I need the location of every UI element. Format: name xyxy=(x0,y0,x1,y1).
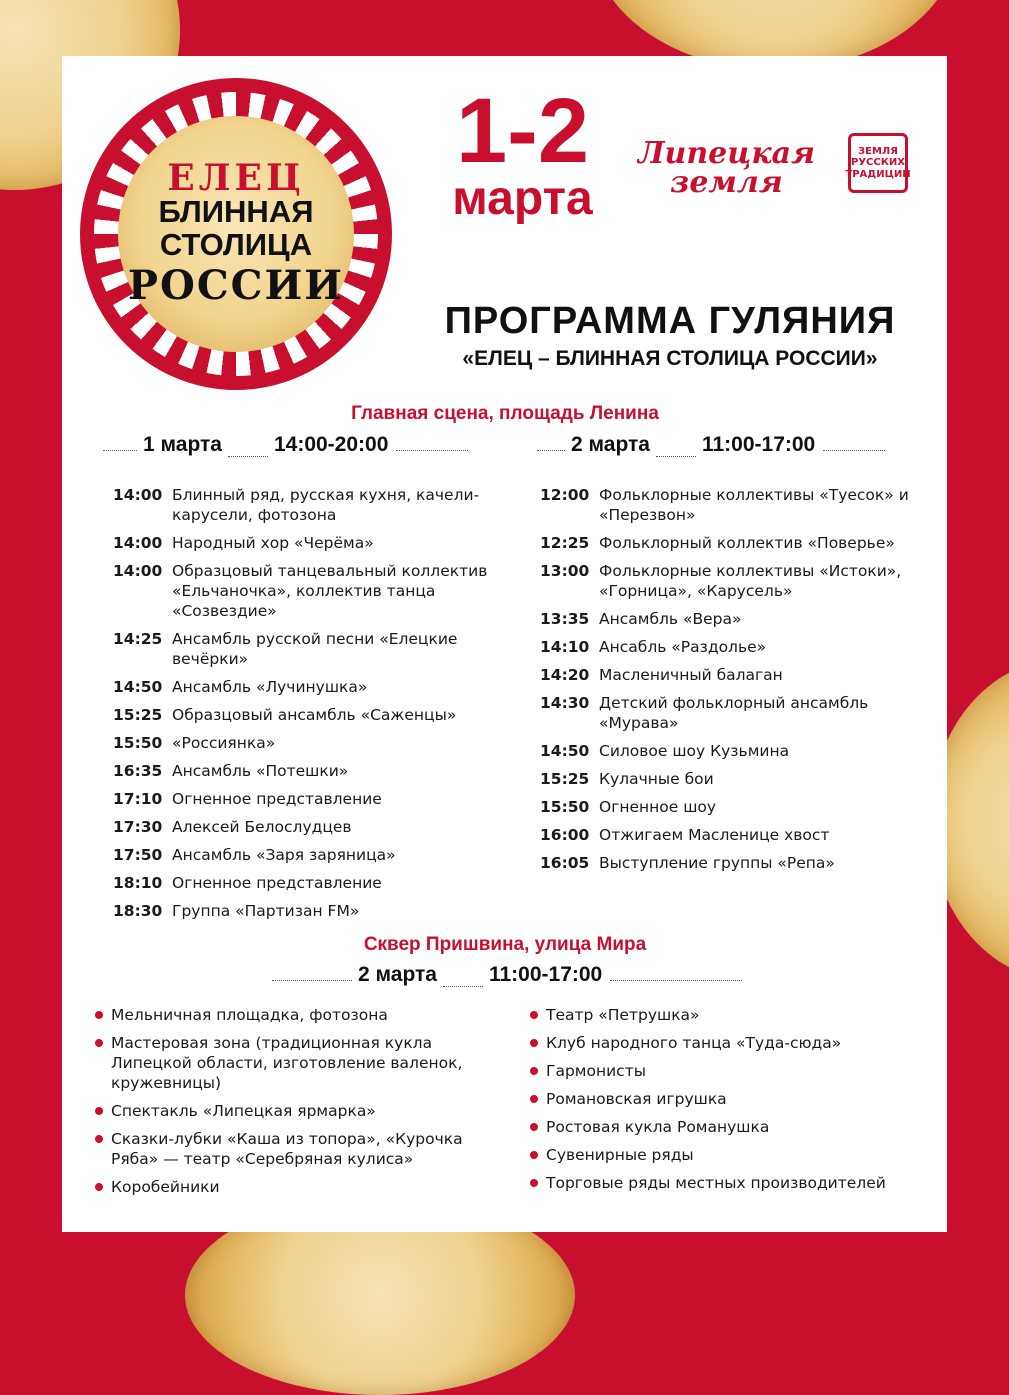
list-item-text: Сувенирные ряды xyxy=(546,1146,694,1164)
schedule-time: 16:05 xyxy=(540,854,590,872)
schedule-event: Фольклорные коллективы «Туесок» и «Перезвон» xyxy=(599,486,909,524)
square-list-right xyxy=(530,1005,925,1201)
badge-line3: ТРАДИЦИЙ xyxy=(845,168,911,180)
list-item-text: Ростовая кукла Романушка xyxy=(546,1118,770,1136)
schedule-row xyxy=(113,845,488,865)
logo-line1: БЛИННАЯ xyxy=(158,194,314,230)
schedule-row xyxy=(540,485,910,525)
list-item-text: Спектакль «Липецкая ярмарка» xyxy=(111,1102,376,1120)
schedule-event: Образцовый танцевальный коллектив «Ельчаночка», коллектив танца «Созвездие» xyxy=(172,562,488,620)
bullet-icon xyxy=(95,1183,103,1191)
list-item xyxy=(530,1061,925,1081)
brand-badge xyxy=(845,133,911,193)
schedule-row xyxy=(113,817,488,837)
list-item-text: Клуб народного танца «Туда-сюда» xyxy=(546,1034,842,1052)
schedule-time: 15:50 xyxy=(113,734,163,752)
schedule-row xyxy=(113,733,488,753)
schedule-row xyxy=(540,637,910,657)
schedule-event: Ансамбль «Лучинушка» xyxy=(172,678,368,696)
dots xyxy=(443,986,483,987)
schedule-time: 13:00 xyxy=(540,562,590,580)
list-item-text: Театр «Петрушка» xyxy=(546,1006,700,1024)
bullet-icon xyxy=(530,1095,538,1103)
dots xyxy=(396,450,468,451)
schedule-row xyxy=(113,561,488,621)
schedule-row xyxy=(113,873,488,893)
schedule-time: 15:50 xyxy=(540,798,590,816)
bullet-icon xyxy=(95,1107,103,1115)
list-item xyxy=(95,1101,505,1121)
schedule-event: Народный хор «Черёма» xyxy=(172,534,374,552)
dots xyxy=(537,450,565,451)
schedule-row xyxy=(540,769,910,789)
schedule-event: Блинный ряд, русская кухня, качели-карусели, фотозона xyxy=(172,486,480,524)
date-month: марта xyxy=(452,172,593,226)
list-item xyxy=(530,1089,925,1109)
square-day-header xyxy=(272,963,742,987)
list-item-text: Торговые ряды местных производителей xyxy=(546,1174,886,1192)
schedule-row xyxy=(540,693,910,733)
festival-logo xyxy=(80,78,392,390)
schedule-event: Ансабль «Раздолье» xyxy=(599,638,767,656)
dots xyxy=(228,456,268,457)
venue-square: Сквер Пришвина, улица Мира xyxy=(363,934,647,955)
schedule-event: Масленичный балаган xyxy=(599,666,783,684)
bullet-icon xyxy=(530,1039,538,1047)
list-item xyxy=(530,1145,925,1165)
schedule-event: Образцовый ансамбль «Саженцы» xyxy=(172,706,457,724)
schedule-row xyxy=(113,705,488,725)
schedule-time: 14:50 xyxy=(113,678,163,696)
day1-date: 1 марта xyxy=(143,433,222,456)
schedule-event: Огненное представление xyxy=(172,790,382,808)
schedule-time: 18:10 xyxy=(113,874,163,892)
schedule-event: Ансамбль русской песни «Елецкие вечёрки» xyxy=(172,630,458,668)
bullet-icon xyxy=(95,1011,103,1019)
logo-city: ЕЛЕЦ xyxy=(167,157,305,200)
bullet-icon xyxy=(95,1039,103,1047)
venue-main-stage: Главная сцена, площадь Ленина xyxy=(351,403,659,424)
schedule-row xyxy=(113,485,488,525)
brand-line2: земля xyxy=(670,164,783,200)
list-item xyxy=(530,1173,925,1193)
schedule-time: 12:25 xyxy=(540,534,590,552)
date-range: 1-2 xyxy=(456,80,589,182)
program-subtitle: «ЕЛЕЦ – БЛИННАЯ СТОЛИЦА РОССИИ» xyxy=(462,347,878,370)
schedule-event: Огненное представление xyxy=(172,874,382,892)
schedule-time: 17:30 xyxy=(113,818,163,836)
list-item xyxy=(95,1033,505,1093)
schedule-row xyxy=(540,797,910,817)
square-hours: 11:00-17:00 xyxy=(488,963,603,986)
bullet-icon xyxy=(530,1067,538,1075)
logo-line2: СТОЛИЦА xyxy=(159,227,313,262)
day1-hours: 14:00-20:00 xyxy=(273,433,389,456)
logo-line3: РОССИИ xyxy=(127,261,345,309)
schedule-time: 14:20 xyxy=(540,666,590,684)
list-item-text: Мастеровая зона (традиционная кукла Липецкой области, изготовление валенок, кружевницы) xyxy=(111,1034,463,1092)
schedule-time: 14:30 xyxy=(540,694,590,712)
schedule-time: 14:25 xyxy=(113,630,163,648)
schedule-row xyxy=(113,677,488,697)
dots xyxy=(656,456,696,457)
list-item xyxy=(95,1005,505,1025)
list-item-text: Сказки-лубки «Каша из топора», «Курочка Ряба» — театр «Серебряная кулиса» xyxy=(111,1130,463,1168)
brand-line1: Липецкая xyxy=(638,136,815,171)
dots xyxy=(272,980,352,981)
day2-hours: 11:00-17:00 xyxy=(701,433,816,456)
list-item xyxy=(95,1177,505,1197)
schedule-event: Кулачные бои xyxy=(599,770,714,788)
schedule-time: 14:10 xyxy=(540,638,590,656)
bullet-icon xyxy=(530,1011,538,1019)
badge-line1: ЗЕМЛЯ xyxy=(858,145,898,157)
day1-header xyxy=(103,433,468,457)
schedule-event: Фольклорный коллектив «Поверье» xyxy=(599,534,895,552)
schedule-row xyxy=(113,901,488,921)
schedule-event: Группа «Партизан FM» xyxy=(172,902,360,920)
list-item xyxy=(530,1005,925,1025)
schedule-row xyxy=(113,533,488,553)
schedule-row xyxy=(540,533,910,553)
brand-lipetsk xyxy=(638,136,815,200)
list-item xyxy=(530,1117,925,1137)
schedule-row xyxy=(113,789,488,809)
event-dates xyxy=(430,80,615,226)
schedule-time: 12:00 xyxy=(540,486,590,504)
schedule-event: Алексей Белослудцев xyxy=(172,818,352,836)
logo-pancake xyxy=(118,116,354,352)
schedule-row xyxy=(540,741,910,761)
schedule-row xyxy=(540,609,910,629)
bullet-icon xyxy=(530,1179,538,1187)
schedule-event: Ансамбль «Вера» xyxy=(599,610,742,628)
schedule-event: Ансамбль «Заря заряница» xyxy=(172,846,396,864)
schedule-event: Детский фольклорный ансамбль «Мурава» xyxy=(599,694,869,732)
schedule-row xyxy=(540,561,910,601)
day2-header xyxy=(537,433,885,457)
schedule-row xyxy=(113,761,488,781)
schedule-time: 14:00 xyxy=(113,534,163,552)
schedule-row xyxy=(540,825,910,845)
square-list-left xyxy=(95,1005,505,1205)
schedule-row xyxy=(113,629,488,669)
schedule-day2 xyxy=(540,485,910,881)
schedule-event: Ансамбль «Потешки» xyxy=(172,762,349,780)
dots xyxy=(103,450,137,451)
badge-line2: РУССКИХ xyxy=(851,157,905,169)
schedule-time: 16:35 xyxy=(113,762,163,780)
list-item xyxy=(530,1033,925,1053)
dots xyxy=(610,980,742,981)
list-item-text: Романовская игрушка xyxy=(546,1090,727,1108)
schedule-time: 13:35 xyxy=(540,610,590,628)
dots xyxy=(823,450,885,451)
schedule-time: 15:25 xyxy=(113,706,163,724)
schedule-time: 17:50 xyxy=(113,846,163,864)
schedule-time: 15:25 xyxy=(540,770,590,788)
schedule-event: Выступление группы «Репа» xyxy=(599,854,835,872)
schedule-event: Фольклорные коллективы «Истоки», «Горница», «Карусель» xyxy=(599,562,902,600)
list-item xyxy=(95,1129,505,1169)
schedule-time: 14:50 xyxy=(540,742,590,760)
day2-date: 2 марта xyxy=(571,433,650,456)
schedule-row xyxy=(540,665,910,685)
schedule-time: 16:00 xyxy=(540,826,590,844)
schedule-event: Отжигаем Масленице хвост xyxy=(599,826,830,844)
program-title: ПРОГРАММА ГУЛЯНИЯ xyxy=(444,300,896,342)
schedule-time: 14:00 xyxy=(113,562,163,580)
schedule-row xyxy=(540,853,910,873)
bullet-icon xyxy=(530,1151,538,1159)
list-item-text: Коробейники xyxy=(111,1178,220,1196)
schedule-event: Силовое шоу Кузьмина xyxy=(599,742,790,760)
list-item-text: Гармонисты xyxy=(546,1062,646,1080)
list-item-text: Мельничная площадка, фотозона xyxy=(111,1006,388,1024)
schedule-event: «Россиянка» xyxy=(172,734,276,752)
schedule-day1 xyxy=(113,485,488,929)
schedule-time: 14:00 xyxy=(113,486,163,504)
square-date: 2 марта xyxy=(358,963,437,986)
schedule-event: Огненное шоу xyxy=(599,798,717,816)
schedule-time: 17:10 xyxy=(113,790,163,808)
bullet-icon xyxy=(530,1123,538,1131)
bullet-icon xyxy=(95,1135,103,1143)
schedule-time: 18:30 xyxy=(113,902,163,920)
